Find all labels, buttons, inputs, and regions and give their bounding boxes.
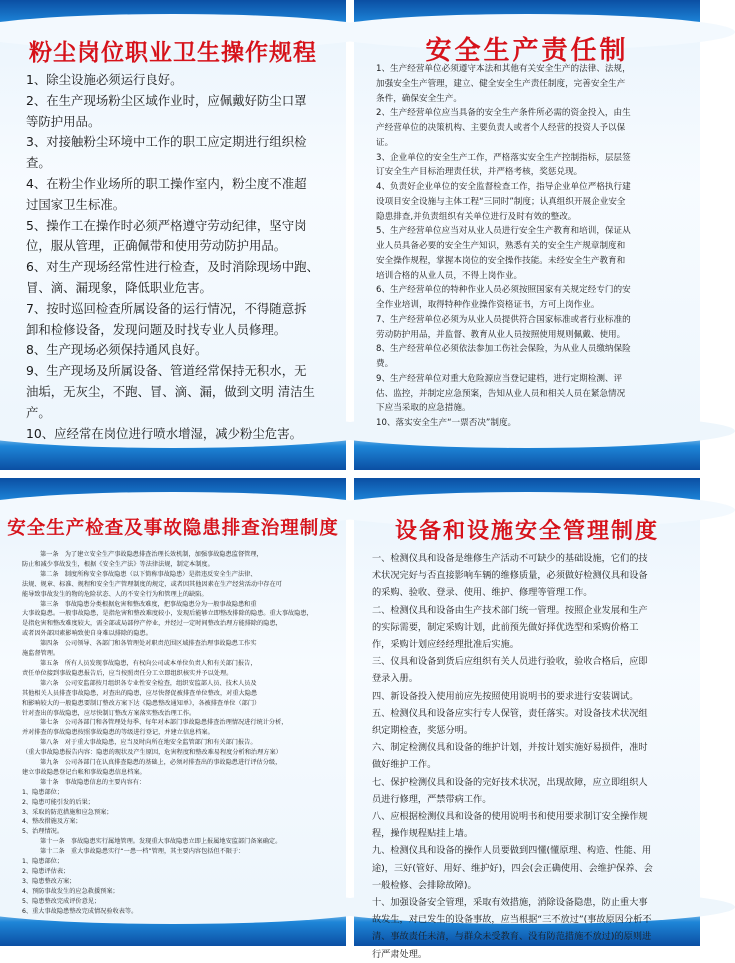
text-line: 十、加强设备安全管理，采取有效措施，消除设备隐患，防止重大事: [372, 897, 648, 909]
text-line: 2、在生产现场粉尘区域作业时，应佩戴好防尘口罩: [26, 92, 307, 108]
text-line: 的采购、验收、登录、使用、维护、修理等管理工作。: [372, 587, 593, 599]
text-line: 或者因外部因素影响致使自身难以排除的隐患。: [22, 630, 152, 638]
text-line: 2、隐患可能引发的后果；: [22, 798, 94, 806]
board-title: 安全生产责任制: [425, 36, 629, 66]
text-line: 八、应根据检测仪具和设备的使用说明书和使用要求制订安全操作规: [372, 811, 648, 823]
text-line: 第四条 公司领导、各部门和各管理处对职责范围区域排查治理事故隐患工作实: [40, 640, 257, 648]
text-line: 7、按时巡回检查所属设备的运行情况，不得随意拆: [26, 300, 307, 316]
text-line: 清、事故责任未清，与群众未受教育、没有防范措施不放过)的原则进: [372, 931, 652, 943]
text-line: 七、保护检测仪具和设备的完好技术状况，出现故障，应立即组织人: [372, 776, 648, 788]
text-line: 防止和减少事故发生，根据《安全生产法》等法律法规，制定本制度。: [22, 560, 214, 568]
text-line: 第八条 对于重大事故隐患，应当及时向所在地安全监管部门和有关部门报告。: [40, 739, 257, 747]
text-line: 第六条 公司安监部按月组织各专业性安全检查，组织安监部人员、技术人员及: [40, 679, 257, 687]
text-line: 第十二条 重大事故隐患实行“一患一档”管理，其主要内容包括但不限于：: [40, 848, 245, 856]
text-line: 油垢，无灰尘，不跑、冒、滴、漏，做到文明 清洁生产。: [26, 383, 315, 420]
text-line: 1、除尘设施必须运行良好。: [26, 72, 183, 87]
text-line: 4、在粉尘作业场所的职工操作室内，粉尘度不准超: [26, 175, 307, 191]
text-line: 3、对接触粉尘环境中工作的职工应定期进行组织检: [26, 134, 307, 150]
text-line: 订安全生产目标治理责任状，并严格考核，奖惩兑现。: [376, 167, 583, 178]
text-line: 业人员具备必要的安全生产知识，熟悉有关的安全生产规章制度和: [376, 241, 626, 251]
text-line: 4、预防事故发生的应急救援预案；: [22, 887, 119, 895]
text-line: 员进行修理，严禁带病工作。: [372, 793, 492, 805]
text-line: 其他相关人员排查事故隐患，对查出的隐患，应尽快督促被排查单位整改，对重大隐患: [22, 689, 258, 697]
text-line: 3、隐患整改方案；: [22, 877, 76, 885]
text-line: 产经营单位的决策机构、主要负责人或者个人经营的投资人予以保: [376, 123, 626, 133]
board-body: [26, 70, 326, 444]
text-line: 5、生产经营单位应当对从业人员进行安全生产教育和培训，保证从: [376, 226, 631, 237]
text-line: 二、检测仪具和设备由生产技术部门统一管理。按照企业发展和生产: [372, 604, 648, 616]
text-line: 条件，确保安全生产。: [376, 93, 462, 104]
text-line: 行严肃处理。: [372, 948, 428, 960]
text-line: 的实际需要，制定采购计划，此前预先做好择优选型和采购价格工: [372, 621, 639, 633]
safety-responsibility-board: [354, 0, 700, 470]
text-line: 劳动防护用品，并监督、教育从业人员按照使用规则佩戴、使用。: [376, 329, 626, 340]
text-line: 1、生产经营单位必须遵守本法和其他有关安全生产的法律、法规，: [376, 64, 631, 74]
text-line: 作，采购计划应经经理批准后实施。: [372, 639, 519, 651]
text-line: 做好维护工作。: [372, 759, 437, 771]
text-line: 3、采取的防范措施和应急预案；: [22, 808, 113, 816]
text-line: 织定期检查，奖惩分明。: [372, 725, 474, 737]
board-title: 设备和设施安全管理制度: [394, 519, 659, 544]
text-line: 第十一条 事故隐患实行属地管理。发现重大事故隐患立即上报属地安监部门备案确定。: [40, 838, 282, 846]
text-line: 一般检修、会排除故障)。: [372, 879, 477, 891]
text-line: 9、生产经营单位对重大危险源应当登记建档，进行定期检测、评: [376, 373, 623, 384]
text-line: 五、检测仪具和设备应实行专人保管，责任落实。对设备技术状况组: [372, 707, 648, 719]
text-line: 等防护用品。: [26, 113, 101, 129]
text-line: 冒、滴、漏现象，降低职业危害。: [26, 279, 212, 295]
text-line: 3、企业单位的安全生产工作，严格落实安全生产控制指标，层层签: [376, 152, 631, 163]
text-line: 施监督管理。: [22, 650, 60, 658]
text-line: 加强安全生产管理，建立、健全安全生产责任制度，完善安全生产: [376, 78, 626, 89]
text-line: 6、生产经营单位的特种作业人员必须按照国家有关规定经专门的安: [376, 285, 631, 296]
text-line: 安全操作规程，掌握本岗位的安全操作技能。未经安全生产教育和: [376, 255, 626, 266]
text-line: 第五条 所有人员发现事故隐患，有权向公司或本单位负责人和有关部门报告，: [40, 659, 257, 667]
text-line: 四、新设备投入使用前应先按照使用说明书的要求进行安装调试。: [372, 690, 639, 702]
text-line: 7、生产经营单位必须为从业人员提供符合国家标准或者行业标准的: [376, 314, 631, 325]
text-line: 责任单位接到事故隐患报告后，应当按照责任分工立即组织核实并予以处理。: [22, 669, 233, 677]
text-line: 查。: [26, 155, 51, 171]
text-line: 术状况完好与否直接影响车辆的维修质量，必须做好检测仪具和设备: [372, 570, 648, 582]
text-line: 1、隐患部位；: [22, 858, 64, 866]
text-line: 第九条 公司各部门在认真排查隐患的基础上，必须对排查出的事故隐患进行评估分级，: [40, 759, 282, 767]
text-line: 过国家卫生标准。: [26, 196, 126, 212]
text-line: 1、隐患部位；: [22, 788, 64, 796]
text-line: 途)，三好(管好、用好、维护好)，四会(会正确使用、会维护保养、会: [372, 862, 653, 874]
text-line: 培训合格的从业人员，不得上岗作业。: [376, 270, 523, 281]
text-line: 针对查出的事故隐患，应尽快制订整改方案落实整改治理工作。: [22, 709, 196, 717]
text-line: 九、检测仪具和设备的操作人员要做到四懂(懂原理、构造、性能、用: [372, 845, 652, 857]
equipment-safety-board: [354, 478, 700, 960]
text-line: 设项目安全设施与主体工程“三同时”制度；认真组织开展企业安全: [376, 196, 626, 207]
text-line: （重大事故隐患报告内容：隐患的现状及产生原因，危害程度和整改难易程度分析和治理方案）: [22, 749, 282, 757]
text-line: 隐患排查,并负责组织有关单位进行及时有效的整改。: [376, 211, 577, 222]
text-line: 一、检测仪具和设备是维修生产活动不可缺少的基础设施，它们的技: [372, 553, 648, 564]
text-line: 第七条 公司各部门和各管理处每季、每年对本部门事故隐患排查治理情况进行统计分析，: [40, 719, 288, 727]
board-title: 粉尘岗位职业卫生操作规程: [29, 40, 317, 66]
board-body: [22, 550, 328, 917]
text-line: 5、操作工在操作时必须严格遵守劳动纪律，坚守岗: [26, 217, 307, 233]
text-line: 第二条 制度所称安全事故隐患（以下简称事故隐患）是指违反安全生产法律、: [40, 570, 257, 578]
board-body: [372, 550, 684, 963]
text-line: 9、生产现场及所属设备、管道经常保持无积水，无: [26, 363, 307, 379]
text-line: 和影响较大的一般隐患要制订整改方案下达《隐患整改通知单》，各被排查单位（部门）: [22, 699, 261, 707]
text-line: 建立事故隐患登记台帐和事故隐患信息档案。: [22, 768, 146, 776]
occupational-hygiene-board: [0, 0, 346, 470]
text-line: 第三条 事故隐患分类根据危害和整改难度，把事故隐患分为一般事故隐患和重: [40, 600, 257, 608]
text-line: 8、生产现场必须保持通风良好。: [26, 342, 208, 358]
text-line: 登录入册。: [372, 673, 418, 685]
board-title: 安全生产检查及事故隐患排查治理制度: [7, 518, 339, 539]
text-line: 法规、规章、标准、规程和安全生产管理制度的规定，或者因其他因素在生产经营活动中存在可: [22, 580, 282, 588]
text-line: 程，操作规程贴挂上墙。: [372, 828, 474, 840]
text-line: 8、生产经营单位必须依法参加工伤社会保险，为从业人员缴纳保险: [376, 344, 631, 355]
text-line: 下应当采取的应急措施。: [376, 403, 471, 414]
text-line: 故发生，对已发生的设备事故，应当根据“三不放过”(事故原因分析不: [372, 914, 652, 926]
text-line: 2、隐患评估表；: [22, 868, 70, 875]
text-line: 估、监控，并制定应急预案，告知从业人员和相关人员在紧急情况: [376, 388, 626, 399]
text-line: 10、应经常在岗位进行喷水增湿，减少粉尘危害。: [26, 425, 302, 441]
text-line: 六、制定检测仪具和设备的维护计划，并按计划实施好易损件，准时: [372, 742, 648, 754]
board-body: [376, 62, 682, 431]
text-line: 2、生产经营单位应当具备的安全生产条件所必需的资金投入，由生: [376, 108, 631, 119]
hazard-inspection-board: [0, 478, 346, 946]
text-line: 6、重大事故隐患整改完成情况验收表等。: [22, 907, 138, 915]
text-line: 5、治理情况。: [22, 828, 64, 836]
text-line: 三、仪具和设备到货后应组织有关人员进行验收，验收合格后，应即: [372, 656, 648, 668]
text-line: 6、对生产现场经常性进行检查，及时消除现场中跑、: [26, 259, 319, 275]
text-line: 能导致事故发生的物的危险状态、人的不安全行为和管理上的缺陷。: [22, 590, 208, 598]
text-line: 第一条 为了建立安全生产事故隐患排查治理长效机制，加强事故隐患监督管理，: [40, 551, 263, 558]
text-line: 卸和检修设备，发现问题及时找专业人员修理。: [26, 321, 287, 337]
text-line: 4、整改措施及方案；: [22, 818, 82, 826]
text-line: 第十条 事故隐患信息的主要内容有：: [40, 778, 146, 786]
text-line: 4、负责好企业单位的安全监督检查工作，指导企业单位严格执行建: [376, 182, 631, 192]
text-line: 是指危害和整改难度较大，需全部或局部停产停业，并经过一定时间整改治理方能排除的隐患，: [22, 620, 282, 628]
text-line: 位，服从管理，正确佩带和使用劳动防护用品。: [26, 238, 287, 254]
text-line: 10、落实安全生产“一票否决”制度。: [376, 418, 517, 428]
text-line: 全作业培训，取得特种作业操作资格证书，方可上岗作业。: [376, 300, 600, 310]
text-line: 大事故隐患。一般事故隐患，是指危害和整改难度较小，发现后能够立即整改排除的隐患。重大事故隐患，: [22, 610, 313, 618]
text-line: 证。: [376, 137, 394, 148]
text-line: 5、隐患整改完成评价意见；: [22, 897, 101, 905]
text-line: 费。: [376, 359, 394, 369]
text-line: 并对排查的事故隐患按照事故隐患的等级进行登记，并建立信息档案。: [22, 729, 214, 737]
